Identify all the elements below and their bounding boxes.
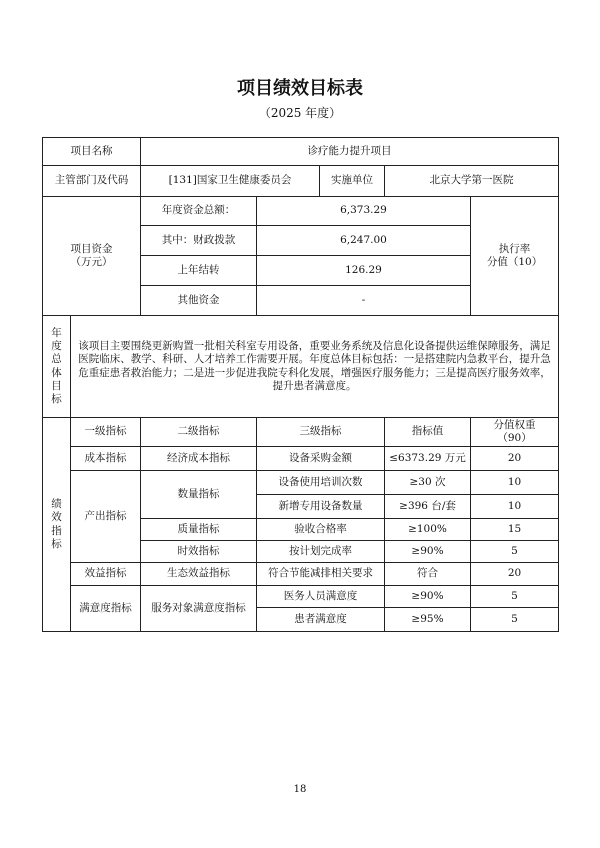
indicator-level3: 设备采购金额 — [257, 447, 385, 471]
indicator-level3: 患者满意度 — [257, 608, 385, 632]
indicator-level3: 验收合格率 — [257, 519, 385, 541]
indicator-row — [43, 471, 559, 495]
header-level2: 二级指标 — [141, 418, 257, 447]
indicator-level3: 设备使用培训次数 — [257, 471, 385, 495]
indicator-level2: 质量指标 — [141, 519, 257, 541]
funds-other-label: 其他资金 — [141, 286, 257, 316]
indicator-level3: 医务人员满意度 — [257, 586, 385, 608]
project-name-value: 诊疗能力提升项目 — [141, 138, 559, 166]
indicator-weight: 10 — [471, 471, 559, 495]
indicator-row — [43, 586, 559, 608]
page-number: 18 — [293, 784, 307, 795]
funds-other-value: - — [257, 286, 471, 316]
unit-value: 北京大学第一医院 — [385, 166, 559, 197]
exec-rate-score: 执行率 分值（10） — [471, 197, 559, 316]
indicator-weight: 10 — [471, 495, 559, 519]
annual-goal-label: 年 度 总 体 目 标 — [43, 316, 71, 418]
indicator-value: ≥95% — [385, 608, 471, 632]
indicator-level1: 满意度指标 — [71, 586, 141, 632]
header-level1: 一级指标 — [71, 418, 141, 447]
funds-fiscal-label: 其中：财政拨款 — [141, 226, 257, 256]
indicators-label: 绩 效 指 标 — [43, 418, 71, 632]
indicator-level2: 数量指标 — [141, 471, 257, 519]
indicator-value: ≥30 次 — [385, 471, 471, 495]
indicator-level3: 按计划完成率 — [257, 541, 385, 563]
indicator-level1: 产出指标 — [71, 471, 141, 563]
indicator-value: ≥90% — [385, 586, 471, 608]
funds-total-row — [43, 197, 559, 226]
indicator-weight: 5 — [471, 541, 559, 563]
indicator-row — [43, 447, 559, 471]
indicator-weight: 20 — [471, 447, 559, 471]
indicator-weight: 20 — [471, 563, 559, 586]
dept-value: [131]国家卫生健康委员会 — [141, 166, 320, 197]
page-title: 项目绩效目标表 — [237, 78, 363, 99]
project-name-row — [43, 138, 559, 166]
indicator-value: ≤6373.29 万元 — [385, 447, 471, 471]
unit-label: 实施单位 — [320, 166, 385, 197]
indicator-level2: 时效指标 — [141, 541, 257, 563]
funds-label: 项目资金 （万元） — [43, 197, 141, 316]
indicator-level2: 服务对象满意度指标 — [141, 586, 257, 632]
indicator-weight: 15 — [471, 519, 559, 541]
indicator-level2: 生态效益指标 — [141, 563, 257, 586]
indicator-level3: 符合节能减排相关要求 — [257, 563, 385, 586]
funds-total-label: 年度资金总额： — [141, 197, 257, 226]
project-name-label: 项目名称 — [43, 138, 141, 166]
funds-carryover-value: 126.29 — [257, 256, 471, 286]
indicator-weight: 5 — [471, 608, 559, 632]
indicator-level1: 效益指标 — [71, 563, 141, 586]
annual-goal-text: 该项目主要围绕更新购置一批相关科室专用设备，重要业务系统及信息化设备提供运维保障服务，满足医院临床、教学、科研、人才培养工作需要开展。年度总体目标包括：一是搭建院内急救平台，提升急危重症患者救治能力；二是进一步促进我院专科化发展，增强医疗服务能力；三是提高医疗服务效率，提升患者满意度。 — [71, 316, 559, 418]
header-weight: 分值权重 （90） — [471, 418, 559, 447]
funds-fiscal-value: 6,247.00 — [257, 226, 471, 256]
dept-label: 主管部门及代码 — [43, 166, 141, 197]
indicator-level2: 经济成本指标 — [141, 447, 257, 471]
header-value: 指标值 — [385, 418, 471, 447]
indicator-value: ≥90% — [385, 541, 471, 563]
header-level3: 三级指标 — [257, 418, 385, 447]
indicator-header-row — [43, 418, 559, 447]
page-subtitle: （2025 年度） — [258, 106, 342, 120]
indicator-level3: 新增专用设备数量 — [257, 495, 385, 519]
indicator-value: ≥100% — [385, 519, 471, 541]
performance-table — [42, 137, 559, 632]
indicator-weight: 5 — [471, 586, 559, 608]
indicator-level1: 成本指标 — [71, 447, 141, 471]
annual-goal-row — [43, 316, 559, 418]
indicator-value: 符合 — [385, 563, 471, 586]
indicator-value: ≥396 台/套 — [385, 495, 471, 519]
indicator-row — [43, 563, 559, 586]
dept-row — [43, 166, 559, 197]
funds-total-value: 6,373.29 — [257, 197, 471, 226]
funds-carryover-label: 上年结转 — [141, 256, 257, 286]
